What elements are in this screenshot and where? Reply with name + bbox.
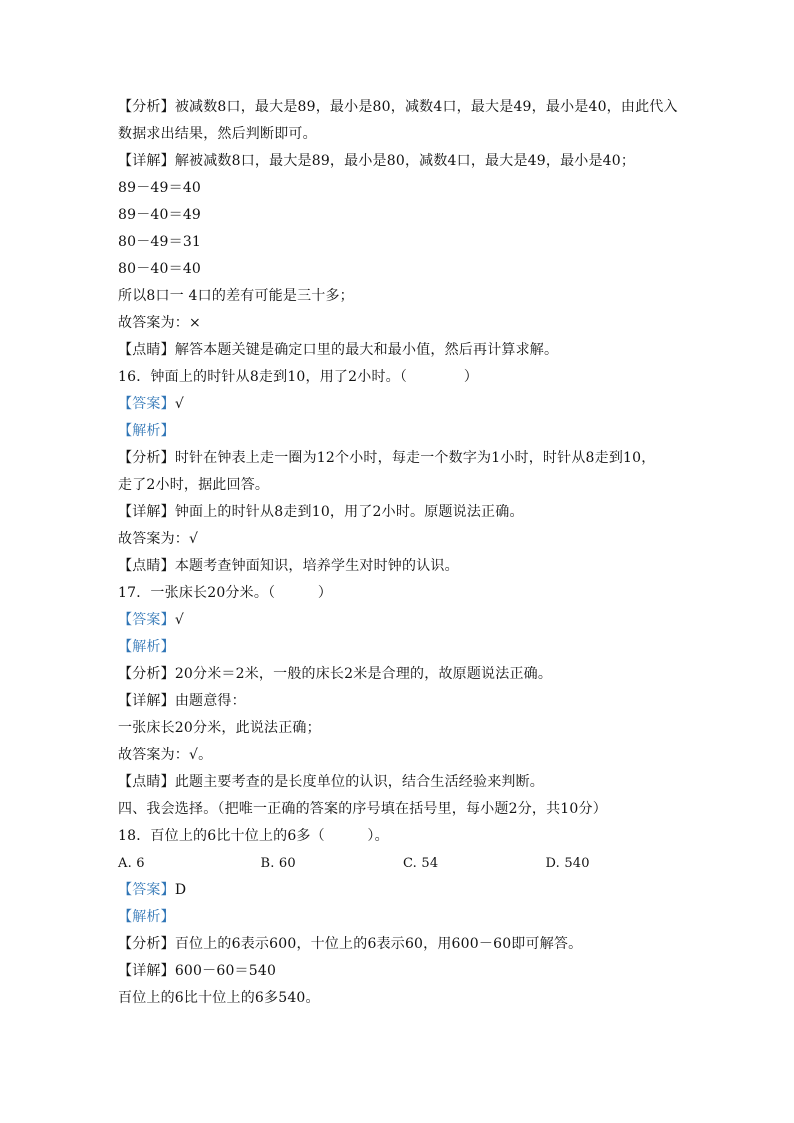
q17-review-label: 【点睛】 — [118, 774, 175, 790]
q15-calc-3: 80－49＝31 — [118, 234, 202, 250]
q18-question: 18．百位上的6比十位上的6多（ ）。 — [118, 828, 389, 844]
document-page — [118, 94, 688, 1012]
q16-detail-label: 【详解】 — [118, 504, 175, 520]
q15-review-label: 【点睛】 — [118, 342, 175, 358]
q16-answer-value: √ — [174, 396, 184, 412]
q15-detail-text: 解被减数8口，最大是89，最小是80，减数4口，最大是49，最小是40； — [174, 153, 636, 169]
q17-analysis-label: 【分析】 — [118, 666, 175, 682]
section-4-heading: 四、我会选择。（把唯一正确的答案的序号填在括号里，每小题2分，共10分） — [118, 801, 607, 817]
q18-analysis-label: 【分析】 — [118, 936, 175, 952]
q16-review-label: 【点睛】 — [118, 558, 175, 574]
q16-analysis-label: 【分析】 — [118, 450, 175, 466]
q17-question: 17．一张床长20分米。（ ） — [118, 585, 333, 601]
q17-analysis-line — [118, 661, 688, 688]
q15-calc-2: 89－40＝49 — [118, 207, 202, 223]
q17-answer-line — [118, 607, 688, 634]
q18-detail-line — [118, 958, 688, 985]
q18-option-d: D. 540 — [545, 856, 590, 871]
q15-calc-4: 80－40＝40 — [118, 261, 202, 277]
q18-answer-line — [118, 877, 688, 904]
q18-detail-text: 600－60＝540 — [174, 963, 277, 979]
q17-detail-line-2: 一张床长20分米，此说法正确； — [118, 720, 321, 736]
q15-answer-line: 故答案为：× — [118, 315, 201, 331]
q17-answer-summary: 故答案为：√。 — [118, 747, 213, 763]
q16-question: 16．钟面上的时针从8走到10，用了2小时。（ ） — [118, 369, 479, 385]
q17-review-line — [118, 769, 688, 796]
q16-analysis-line-2: 走了2小时，据此回答。 — [118, 477, 270, 493]
q18-answer-label: 【答案】 — [118, 882, 175, 898]
q15-analysis-line-1 — [118, 94, 688, 121]
q18-answer-value: D — [174, 882, 187, 898]
q16-review-line — [118, 553, 688, 580]
q18-detail-label: 【详解】 — [118, 963, 175, 979]
q18-option-a: A. 6 — [118, 856, 145, 871]
q16-detail-text: 钟面上的时针从8走到10，用了2小时。原题说法正确。 — [174, 504, 524, 520]
q16-answer-label: 【答案】 — [118, 396, 175, 412]
q16-review-text: 本题考查钟面知识，培养学生对时钟的认识。 — [174, 558, 459, 574]
q16-detail-line — [118, 499, 688, 526]
q16-analysis-line-1 — [118, 445, 688, 472]
q18-option-c: C. 54 — [403, 856, 439, 871]
q15-detail-line-1 — [118, 148, 688, 175]
q17-explain-label: 【解析】 — [118, 639, 175, 655]
q16-analysis-text: 时针在钟表上走一圈为12个小时，每走一个数字为1小时，时针从8走到10， — [174, 450, 656, 466]
q18-option-b: B. 60 — [260, 856, 296, 871]
q18-detail-line-2: 百位上的6比十位上的6多540。 — [118, 990, 320, 1006]
q17-answer-value: √ — [174, 612, 184, 628]
q16-answer-line — [118, 391, 688, 418]
q17-detail-label: 【详解】 — [118, 693, 175, 709]
q15-conclusion: 所以8口一 4口的差有可能是三十多； — [118, 288, 354, 304]
q15-analysis-text: 被减数8口，最大是89，最小是80，减数4口，最大是49，最小是40，由此代入 — [174, 99, 678, 115]
q15-analysis-label: 【分析】 — [118, 99, 175, 115]
q18-analysis-line — [118, 931, 688, 958]
q18-analysis-text: 百位上的6表示600，十位上的6表示60，用600－60即可解答。 — [174, 936, 583, 952]
q15-detail-label: 【详解】 — [118, 153, 175, 169]
q18-explain-label: 【解析】 — [118, 909, 175, 925]
q17-detail-line — [118, 688, 688, 715]
q17-answer-label: 【答案】 — [118, 612, 175, 628]
q17-review-text: 此题主要考查的是长度单位的认识，结合生活经验来判断。 — [174, 774, 545, 790]
q17-detail-text: 由题意得： — [174, 693, 246, 709]
q16-answer-summary: 故答案为：√ — [118, 531, 199, 547]
q18-options — [118, 850, 688, 877]
q15-calc-1: 89－49＝40 — [118, 180, 202, 196]
q17-analysis-text: 20分米＝2米，一般的床长2米是合理的，故原题说法正确。 — [174, 666, 553, 682]
q15-review-line — [118, 337, 688, 364]
q16-explain-label: 【解析】 — [118, 423, 175, 439]
q15-analysis-line-2: 数据求出结果，然后判断即可。 — [118, 126, 317, 142]
q15-review-text: 解答本题关键是确定口里的最大和最小值，然后再计算求解。 — [174, 342, 559, 358]
